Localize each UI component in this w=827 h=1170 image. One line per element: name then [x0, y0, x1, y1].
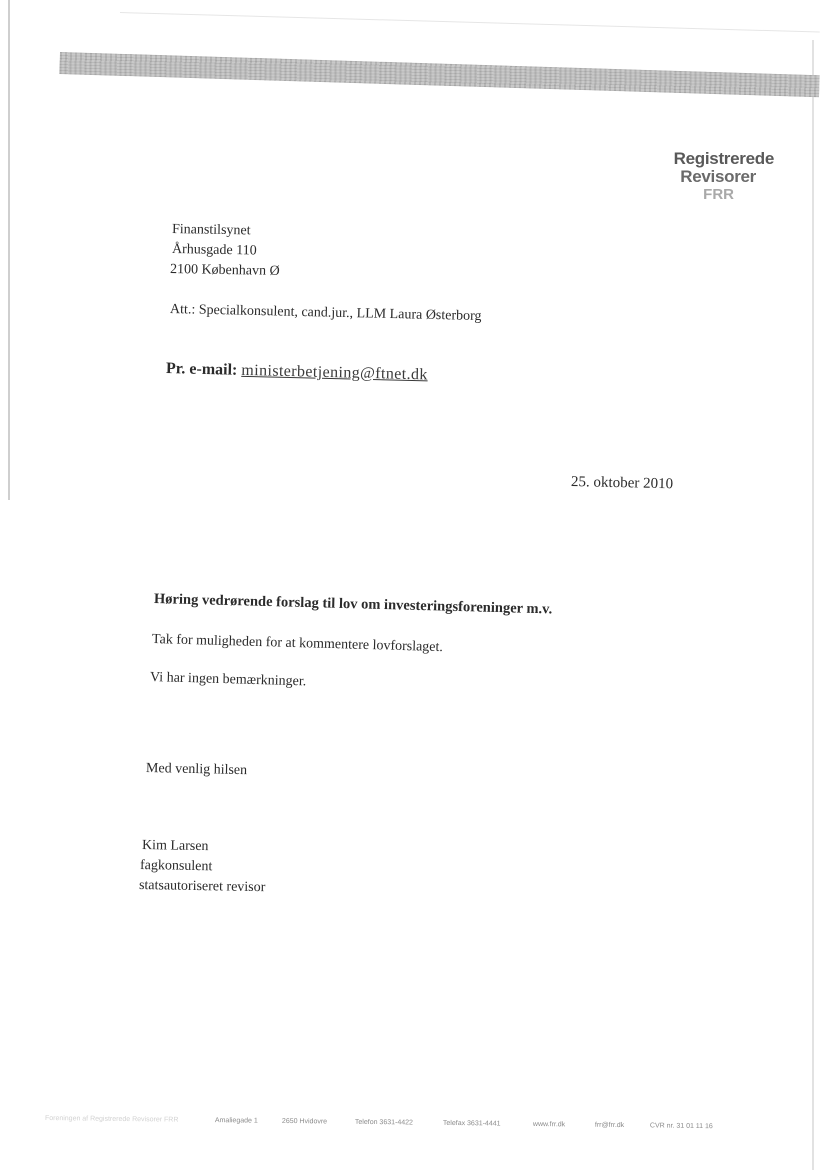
recipient-name: Finanstilsynet — [171, 222, 251, 239]
scan-page-edge-left — [8, 0, 10, 500]
footer-street: Amaliegade 1 — [214, 1117, 258, 1125]
scan-page-edge-top — [120, 12, 820, 33]
scan-artifact-band — [59, 52, 819, 97]
footer-org: Foreningen af Registrerede Revisorer FRR — [44, 1115, 179, 1124]
email-line — [166, 360, 428, 384]
logo-line-frr: FRR — [703, 186, 734, 203]
footer-web: www.frr.dk — [532, 1120, 566, 1129]
signature-name: Kim Larsen — [141, 838, 209, 855]
letter-date: 25. oktober 2010 — [570, 474, 674, 493]
footer-city: 2650 Hvidovre — [281, 1117, 328, 1126]
footer-phone: Telefon 3631-4422 — [354, 1118, 413, 1127]
letter-footer — [45, 1115, 785, 1140]
recipient-city: 2100 København Ø — [169, 262, 280, 279]
footer-fax: Telefax 3631-4441 — [442, 1119, 501, 1128]
frr-logo — [664, 150, 774, 204]
logo-line-revisorer: Revisorer — [680, 167, 756, 186]
email-prefix: Pr. e-mail: — [165, 360, 238, 379]
body-paragraph-1: Tak for muligheden for at kommentere lovforslaget. — [151, 632, 444, 656]
logo-line-registrerede: Registrerede — [673, 149, 774, 168]
recipient-attention: Att.: Specialkonsulent, cand.jur., LLM Laura Østerborg — [169, 302, 482, 325]
letter-subject: Høring vedrørende forslag til lov om investeringsforeninger m.v. — [153, 591, 553, 618]
closing-greeting: Med venlig hilsen — [145, 761, 248, 779]
recipient-street: Århusgade 110 — [171, 242, 257, 259]
signature-qualification: statsautoriseret revisor — [138, 878, 266, 896]
signature-title: fagkonsulent — [139, 858, 213, 875]
body-paragraph-2: Vi har ingen bemærkninger. — [149, 670, 307, 690]
email-address[interactable]: ministerbetjening@ftnet.dk — [241, 361, 428, 384]
scan-page-edge-right — [812, 40, 814, 1170]
footer-email: frr@frr.dk — [594, 1121, 625, 1130]
footer-cvr: CVR nr. 31 01 11 16 — [649, 1122, 713, 1131]
